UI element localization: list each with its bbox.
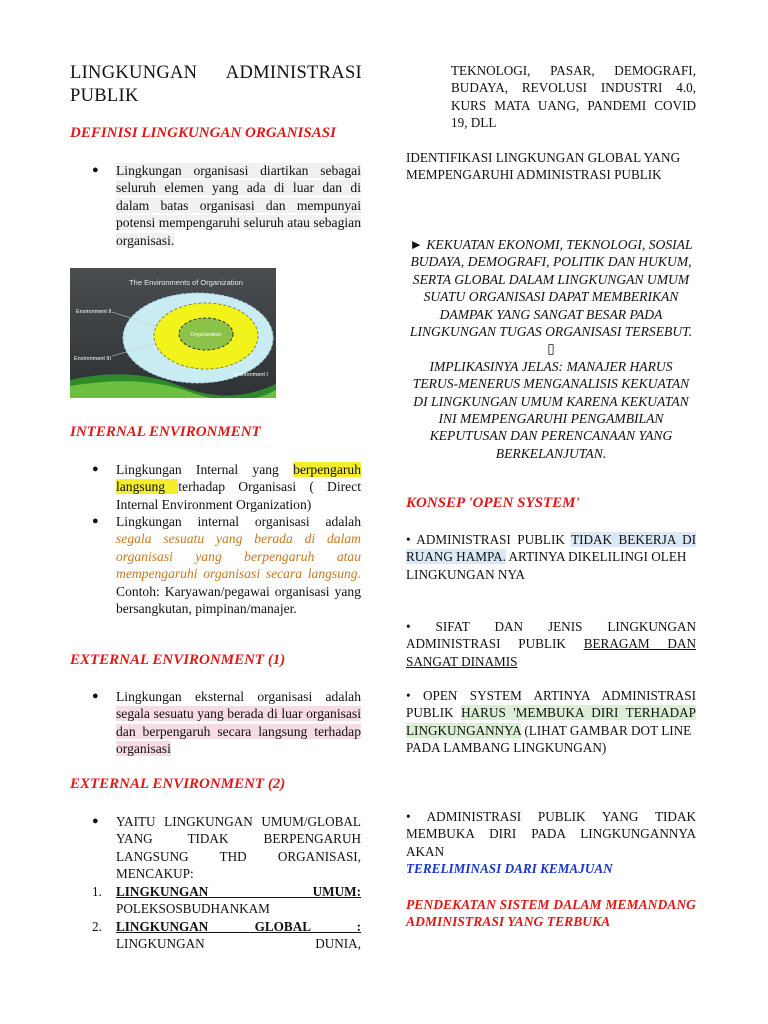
box-icon: ▯ [547,341,555,357]
diagram-env2-label: Environment II [76,309,112,315]
diagram-env3-label: Environment III [74,356,111,362]
diagram-env1-label: Environment I [234,372,268,378]
numbered-item-2 [92,918,361,953]
numbered-2-title: LINGKUNGAN GLOBAL : [116,919,361,934]
definisi-text: Lingkungan organisasi diartikan sebagai seluruh elemen yang ada di luar dan di dalam batas organisasi dan mempunyai potensi mempengaruhi seluruh atau sebagian organisasi. [116,163,361,248]
paragraph-open-4 [406,808,696,878]
bullet-icon: ● [92,690,99,702]
environments-diagram [70,268,276,398]
heading-pendekatan: PENDEKATAN SISTEM DALAM MEMANDANG ADMINISTRASI YANG TERBUKA [406,897,696,930]
bullet-icon: ● [92,815,99,827]
number-1: 1. [92,884,102,899]
paragraph-open-2 [406,618,696,670]
internal-2-text-a: Lingkungan internal organisasi adalah [116,514,361,529]
open-3-highlight: HARUS 'MEMBUKA DIRI TERHADAP LINGKUNGANNYA [406,705,696,738]
list-item-external-1 [92,688,361,758]
external-2-text: YAITU LINGKUNGAN UMUM/GLOBAL YANG TIDAK BERPENGARUH LANGSUNG THD ORGANISASI, MENCAKUP: [116,814,361,882]
open-1-text-a: • ADMINISTRASI PUBLIK [406,532,572,547]
open-1-text-c: ARTINYA DIKELILINGI OLEH [505,549,687,565]
arrow-right-icon: ► [409,237,423,252]
external-1-highlight: segala sesuatu yang berada di luar organisasi dan berpengaruh secara langsung terhadap organisasi [116,706,361,757]
open-1-text-d: LINGKUNGAN NYA [406,566,526,582]
list-item-external-2 [92,813,361,883]
kekuatan-text: KEKUATAN EKONOMI, TEKNOLOGI, SOSIAL BUDAYA, DEMOGRAFI, POLITIK DAN HUKUM, SERTA GLOBAL DALAM LINGKUNGAN UMUM SUATU ORGANISASI DAPAT MEMBERIKAN DAMPAK YANG SANGAT BESAR PADA LINGKUNGAN TUGAS ORGANISASI TERSEBUT. [409,237,693,340]
bullet-icon: ● [92,515,99,527]
internal-1-text-c: terhadap Organisasi ( Direct Internal Environment Organization) [116,479,362,512]
bullet-icon: ● [92,164,99,176]
internal-2-orange: segala sesuatu yang berada di dalam organisasi yang berpengaruh atau mempengaruhi organisasi secara langsung. [116,531,361,582]
implikasi-text: IMPLIKASINYA JELAS: MANAJER HARUS TERUS-MENERUS MENGANALISIS KEKUATAN DI LINGKUNGAN UMUM KARENA KEKUATAN INI MEMPENGARUHI PENGAMBILAN KEPUTUSAN DAN PERENCANAAN YANG BERKELANJUTAN. [412,358,690,461]
numbered-2-text: LINGKUNGAN DUNIA, [116,936,361,952]
heading-open-system: KONSEP 'OPEN SYSTEM' [406,495,580,511]
paragraph-open-3 [406,687,696,757]
numbered-1-text: POLEKSOSBUDHANKAM [116,901,270,917]
list-item-internal-2 [92,513,361,617]
open-4-blue: TERELIMINASI DARI KEMAJUAN [406,861,613,877]
page-title: LINGKUNGAN ADMINISTRASI PUBLIK [70,63,362,106]
heading-definisi: DEFINISI LINGKUNGAN ORGANISASI [70,125,336,141]
number-2: 2. [92,919,102,934]
open-3-text-c: (LIHAT GAMBAR DOT LINE [521,722,692,738]
open-2-text-a: • SIFAT DAN JENIS LINGKUNGAN ADMINISTRASI PUBLIK [406,619,696,652]
global-list-continuation: TEKNOLOGI, PASAR, DEMOGRAFI, BUDAYA, REVOLUSI INDUSTRI 4.0, KURS MATA UANG, PANDEMI COVID 19, DLL [451,63,696,131]
kekuatan-block [406,236,696,462]
heading-internal: INTERNAL ENVIRONMENT [70,424,261,440]
open-4-text-a: • ADMINISTRASI PUBLIK YANG TIDAK MEMBUKA DIRI PADA LINGKUNGANNYA AKAN [406,809,696,859]
heading-external-2: EXTERNAL ENVIRONMENT (2) [70,776,286,792]
identifikasi-line-1: IDENTIFIKASI LINGKUNGAN GLOBAL YANG [406,150,681,165]
numbered-item-1 [92,883,361,918]
internal-2-text-c: Contoh: Karyawan/pegawai organisasi yang bersangkutan, pimpinan/manajer. [116,583,361,617]
open-3-text-a: • OPEN SYSTEM ARTINYA ADMINISTRASI PUBLIK [406,688,696,721]
open-2-underline: BERAGAM DAN SANGAT DINAMIS [406,636,696,669]
bullet-icon: ● [92,463,99,475]
internal-1-text-a: Lingkungan Internal yang [116,462,294,477]
list-item-internal-1 [92,461,362,513]
paragraph-open-1 [406,531,696,583]
open-3-text-d: PADA LAMBANG LINGKUNGAN) [406,740,607,756]
diagram-org-label: Organization [190,332,222,338]
identifikasi-line-2: MEMPENGARUHI ADMINISTRASI PUBLIK [406,167,662,183]
identifikasi-block [406,149,696,184]
open-1-highlight: TIDAK BEKERJA DI RUANG HAMPA. [406,532,696,565]
internal-1-highlight: berpengaruh langsung [116,462,361,495]
diagram-title: The Environments of Organization [129,278,243,287]
heading-external-1: EXTERNAL ENVIRONMENT (1) [70,652,286,668]
list-item-definisi [92,162,361,249]
numbered-1-title: LINGKUNGAN UMUM: [116,884,361,899]
external-1-text-a: Lingkungan eksternal organisasi adalah [116,689,361,704]
